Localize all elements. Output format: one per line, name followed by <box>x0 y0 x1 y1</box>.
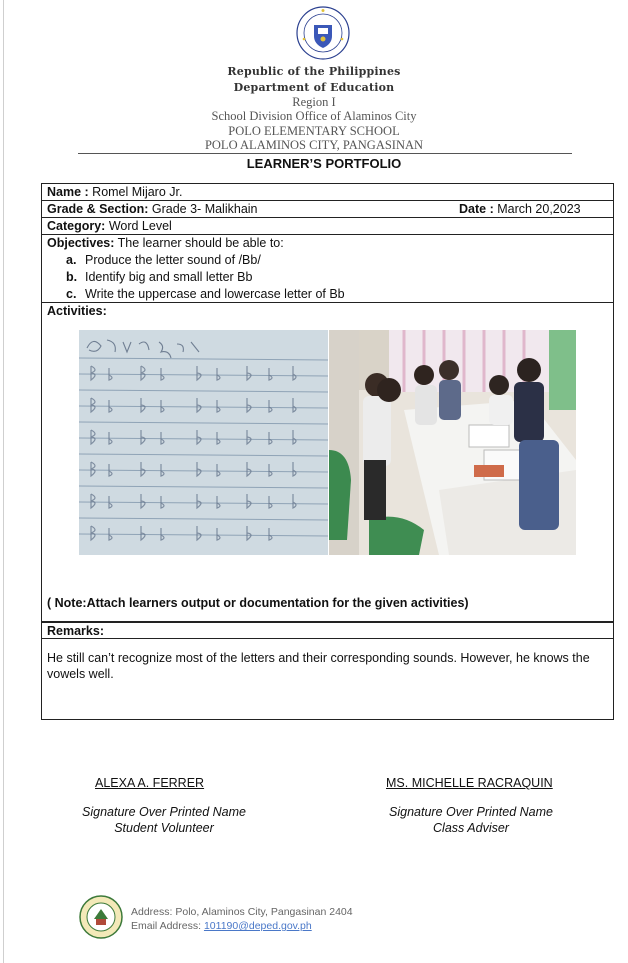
volunteer-signature-label <box>64 804 264 836</box>
objective-text: Write the uppercase and lowercase letter of Bb <box>85 287 345 301</box>
remarks-text: He still can’t recognize most of the letters and their corresponding sounds. However, he knows the vowels well. <box>47 651 590 681</box>
adviser-role: Class Adviser <box>433 821 509 835</box>
header-region: Region I <box>292 95 336 109</box>
grade-row <box>42 201 613 218</box>
activities-label: Activities: <box>47 304 107 318</box>
header-republic: Republic of the Philippines <box>227 65 401 78</box>
objective-text: Identify big and small letter Bb <box>85 270 253 284</box>
header-division: School Division Office of Alaminos City <box>211 109 417 123</box>
school-seal-logo <box>79 895 123 939</box>
worksheet-photo <box>79 330 328 555</box>
volunteer-role: Student Volunteer <box>114 821 214 835</box>
category-label: Category: <box>47 219 106 233</box>
header-address: POLO ALAMINOS CITY, PANGASINAN <box>204 138 424 152</box>
grade-value: Grade 3- Malikhain <box>148 202 258 216</box>
category-row <box>42 218 613 235</box>
volunteer-name: ALEXA A. FERRER <box>95 776 205 790</box>
adviser-signature-label <box>371 804 571 836</box>
name-row <box>42 184 613 201</box>
adviser-name: MS. MICHELLE RACRAQUIN <box>386 776 553 790</box>
grade-label: Grade & Section: <box>47 202 149 216</box>
objective-letter: a. <box>66 253 77 267</box>
objectives-intro: The learner should be able to: <box>114 236 284 250</box>
name-label: Name : <box>47 185 89 199</box>
objective-item <box>66 252 261 268</box>
date-value: March 20,2023 <box>493 202 581 216</box>
deped-seal-logo <box>296 6 350 60</box>
objective-text: Produce the letter sound of /Bb/ <box>85 253 261 267</box>
objective-letter: c. <box>66 287 77 301</box>
activities-note: ( Note:Attach learners output or documentation for the given activities) <box>47 596 469 610</box>
objective-letter: b. <box>66 270 78 284</box>
footer-address: Address: Polo, Alaminos City, Pangasinan 2404 <box>131 906 353 918</box>
date-label: Date : <box>459 202 494 216</box>
objectives-label: Objectives: <box>47 236 115 250</box>
remarks-label: Remarks: <box>47 624 104 638</box>
category-value: Word Level <box>105 219 172 233</box>
classroom-photo <box>329 330 576 555</box>
header-department: Department of Education <box>233 81 395 94</box>
footer-email-link[interactable]: 101190@deped.gov.ph <box>203 920 312 932</box>
objectives-row <box>42 235 613 303</box>
header-divider <box>78 153 572 154</box>
remarks-divider <box>41 638 614 639</box>
footer-email-line <box>131 919 353 933</box>
name-value: Romel Mijaro Jr. <box>88 185 183 199</box>
header-school: POLO ELEMENTARY SCHOOL <box>228 124 400 138</box>
objective-item <box>66 286 345 302</box>
objective-item <box>66 269 252 285</box>
footer-contact <box>131 905 353 933</box>
volunteer-signature-line1: Signature Over Printed Name <box>82 805 246 819</box>
adviser-signature-line1: Signature Over Printed Name <box>389 805 553 819</box>
page-title: LEARNER’S PORTFOLIO <box>246 156 402 171</box>
footer-email-label: Email Address: <box>131 920 204 932</box>
date-field <box>459 201 581 217</box>
